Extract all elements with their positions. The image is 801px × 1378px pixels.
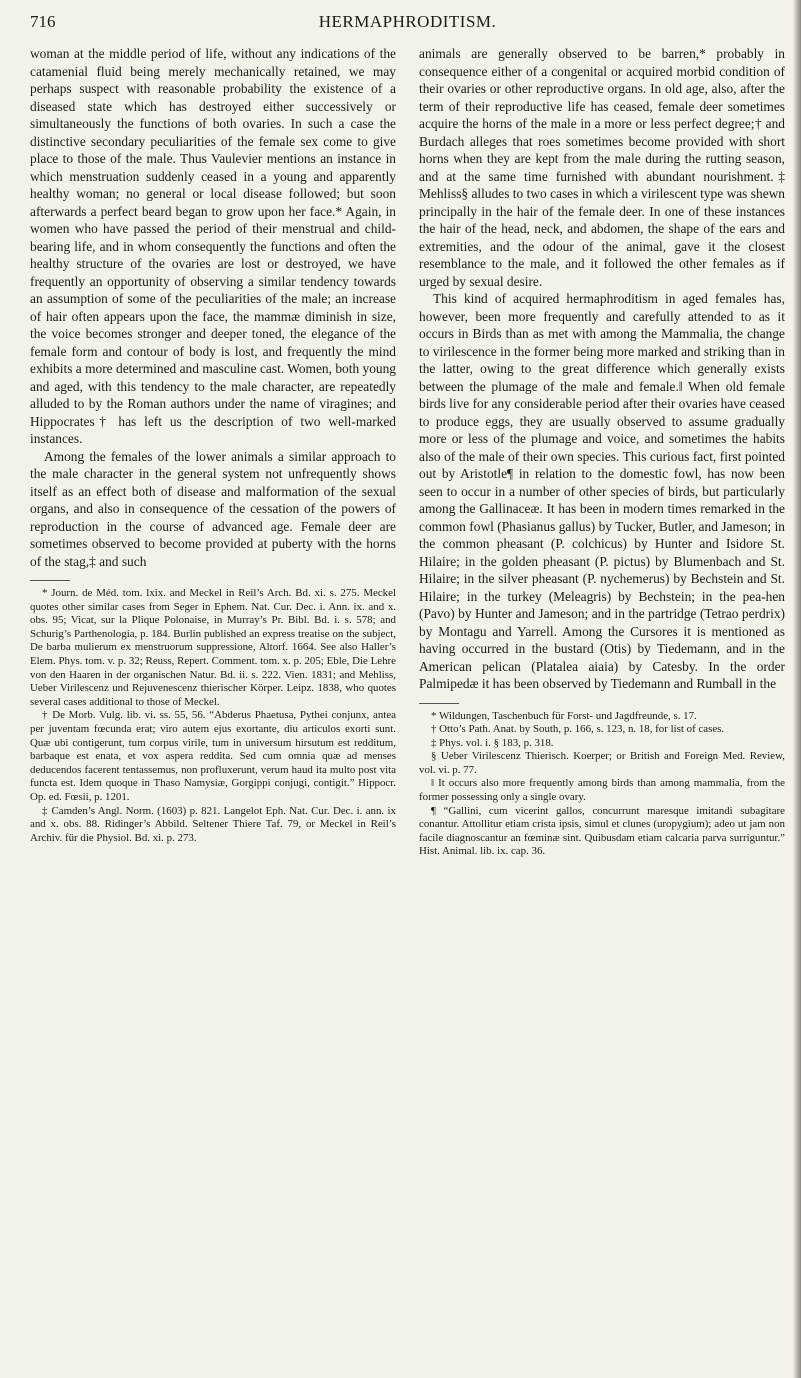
left-footnote-2: † De Morb. Vulg. lib. vi. ss. 55, 56. “Abderus Phaetusa, Pythei conjunx, antea per juventam fœcunda erat; viro autem ejus exortante, diu articulos exorti sunt. Quæ ubi contigerunt, tum corpus virile, tum in universum hirsutum est redditum, barbaque est enata, et vox aspera reddita. Sed cum omnia quæ ad menses deducendos facerent tentassemus, non profluxerunt, verum haud ita multo post vita functa est. Idem quoque in Thaso Namysiæ, Gorgippi conjugi, contigit.” Hippocr. Op. ed. Fœsii, p. 1201. [30,709,396,803]
left-paragraph-1: woman at the middle period of life, without any indications of the catamenial fluid being merely mechanically retained, we may perhaps suspect with reasonable probability the existence of a diseased state which has destroyed either successively or simultaneously the functions of both ovaries. In such a case the distinctive secondary peculiarities of the female sex come to give place to those of the male. Thus Vaulevier mentions an instance in which menstruation suddenly ceased in a young and apparently healthy woman; no general or local disease followed; but soon afterwards a perfect beard began to grow upon her face.* Again, in women who have passed the period of their menstrual and child-bearing life, and in whom consequently the functions and often the healthy structure of the ovaries are lost or destroyed, we have frequently an opportunity of observing a similar tendency towards an assumption of some of the peculiarities of the male; an increase of hair often appears upon the face, the mammæ diminish in size, the voice becomes stronger and deeper toned, the elegance of the female form and contour of body is lost, and frequently the mind exhibits a more determined and masculine cast. Women, both young and aged, with this tendency to the male character, are repeatedly alluded to by the Roman authors under the name of viragines; and Hippocrates† has left us the description of two well-marked instances. [30,46,396,446]
right-paragraph-1: animals are generally observed to be barren,* probably in consequence either of a congenital or acquired morbid condition of their ovaries or other reproductive organs. In old age, also, after the term of their reproductive life has ceased, female deer sometimes acquire the horns of the male in a more or less perfect degree;† and Burdach alleges that roes sometimes become provided with short horns when they are kept from the male during the rutting season, and at the same time furnished with abundant nourishment.‡ Mehliss§ alludes to two cases in which a virilescent type was shewn principally in the hair of the female deer. In one of these instances the hair of the head, neck, and abdomen, the shape of the ears and extremities, and the odour of the animal, gave it the closest resemblance to the male, and it followed the other females as if urged by sexual desire. [419,46,785,289]
footnote-divider-left [30,580,70,581]
right-footnote-5: ‖ It occurs also more frequently among birds than among mammalia, from the former possessing only a single ovary. [419,777,785,804]
right-footnote-2: † Otto’s Path. Anat. by South, p. 166, s. 123, n. 18, for list of cases. [431,723,725,736]
right-body-text [419,45,785,693]
right-footnote-1: * Wildungen, Taschenbuch für Forst- und Jagdfreunde, s. 17. [431,709,697,722]
left-paragraph-2: Among the females of the lower animals a similar approach to the male character in the general system not unfrequently shows itself as an effect both of disease and malformation of the sexual organs, and also in consequence of the cessation of the powers of reproduction in the course of advanced age. Female deer are sometimes observed to become provided at puberty with the horns of the stag,‡ and such [30,448,396,569]
left-footnote-3: ‡ Camden’s Angl. Norm. (1603) p. 821. Langelot Eph. Nat. Cur. Dec. i. ann. ix and x. obs. 88. Ridinger’s Abbild. Seltener Thiere Taf. 79, or Meckel in Reil’s Archiv. für die Physiol. Bd. xi. p. 273. [30,804,396,844]
left-footnote-1: * Journ. de Méd. tom. lxix. and Meckel in Reil’s Arch. Bd. xi. s. 275. Meckel quotes other similar cases from Seger in Ephem. Nat. Cur. Dec. i. Ann. ix. and x. obs. 95; Vicat, sur la Plique Polonaise, in Murray’s Pr. Bibl. Bd. i. s. 578; and Schurig’s Parthenologia, p. 184. Burlin published an express treatise on the subject, De barba mulierum ex menstruorum suppressione, Altorf. 1664. See also Haller’s Elem. Phys. tom. v. p. 32; Reuss, Repert. Comment. tom. x. p. 205; Eble, Die Lehre von den Haaren in der organischen Natur. Bd. ii. s. 222. Vien. 1831; and Mehliss, Ueber Virilescenz und Rejuvenescenz thierischer Körper. Leipz. 1838, who quotes several cases additional to those of Meckel. [30,587,396,708]
right-footnote-3: ‡ Phys. vol. i. § 183, p. 318. [431,736,554,749]
running-title: HERMAPHRODITISM. [318,12,497,31]
left-column [30,45,396,845]
right-footnotes [419,710,785,860]
right-column [419,45,785,859]
left-body-text [30,45,396,570]
page-header [30,12,785,38]
page-number: 716 [30,12,56,31]
right-paragraph-2: This kind of acquired hermaphroditism in aged females has, however, been more frequently and carefully attended to as it occurs in Birds than as met with among the Mammalia, the change to virilescence in the former being more marked and striking than in the latter, owing to the great difference which generally exists between the plumage of the male and female.‖ When old female birds live for any considerable period after their ovaries have ceased to produce eggs, they are usually observed to assume gradually more or less of the plumage and voice, and sometimes the habits also of the male of their own species. This curious fact, first pointed out by Aristotle¶ in relation to the domestic fowl, has now been seen to occur in a number of other species of birds, but particularly among the Gallinaceæ. It has been in modern times remarked in the common fowl (Phasianus gallus) by Tucker, Butler, and Jameson; in the common pheasant (P. colchicus) by Hunter and Isidore St. Hilaire; in the golden pheasant (P. pictus) by Blumenbach and St. Hilaire; in the silver pheasant (P. nychemerus) by Bechstein and St. Hilaire; in the turkey (Meleagris) by Bechstein; in the pea-hen (Pavo) by Hunter and Jameson; and in the partridge (Tetrao perdrix) by Montagu and Yarrell. Among the Cursores it is mentioned as having occurred in the bustard (Otis) by Tiedemann, and in the American pelican (Platalea aiaia) by Catesby. In the order Palmipedæ it has been observed by Tiedemann and Rumball in the [419,291,785,691]
footnote-divider-right [419,703,459,704]
right-footnote-6: ¶ “Gallini, cum vicerint gallos, concurrunt maresque imitandi subagitare conantur. Attollitur etiam crista ipsis, simul et clunes (uropygium); adeo ut jam non facile diagnoscantur an fœminæ sint. Quibusdam etiam calcaria parva surriguntur.” Hist. Animal. lib. ix. cap. 36. [419,804,785,858]
left-footnotes [30,587,396,845]
right-footnote-4: § Ueber Virilescenz Thierisch. Koerper; or British and Foreign Med. Review, vol. vi. p. 77. [419,750,785,776]
page-edge-shadow [793,0,801,1378]
